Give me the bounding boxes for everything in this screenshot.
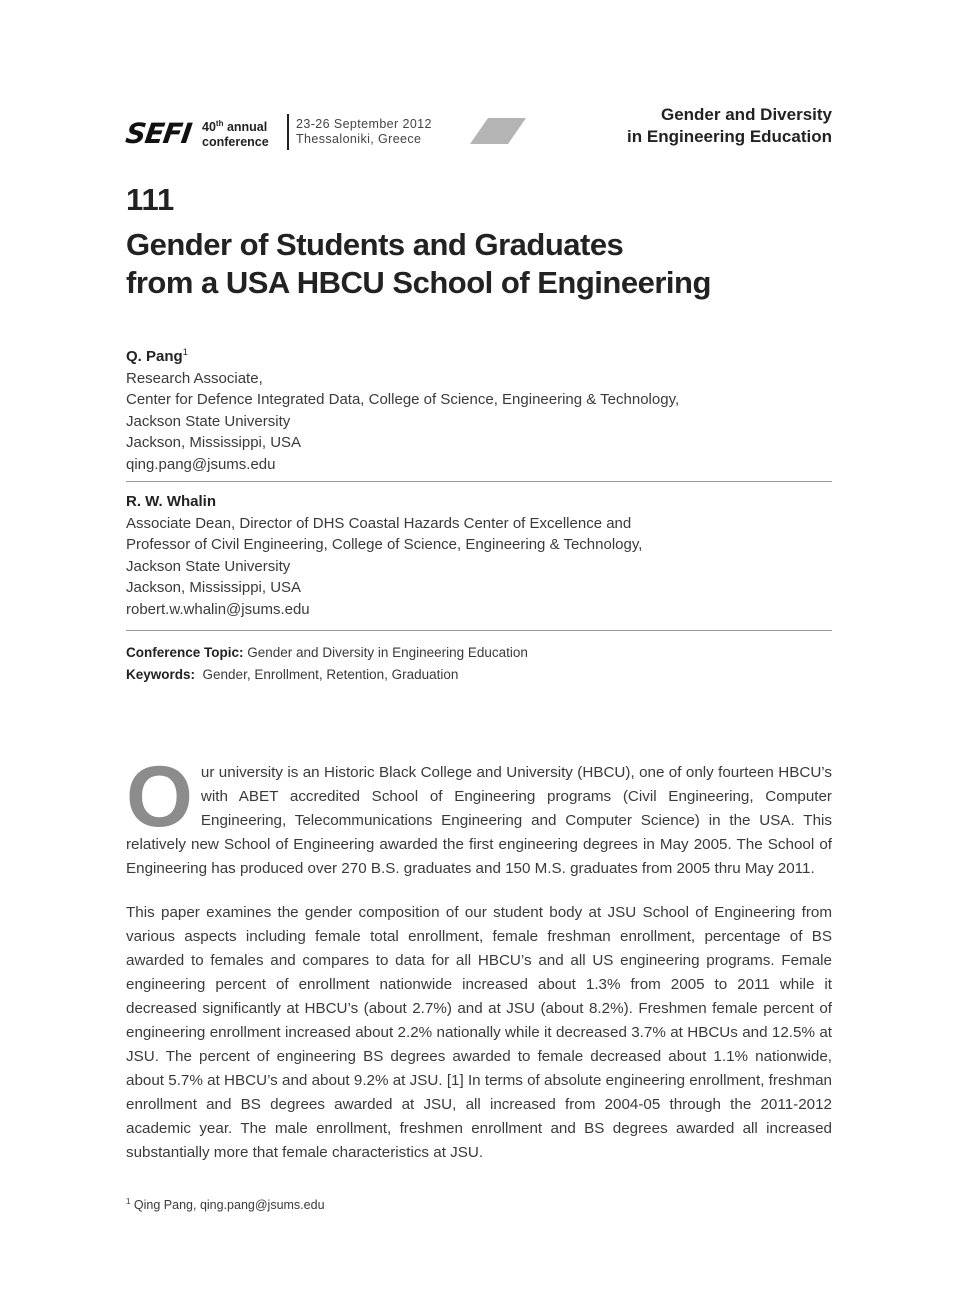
footnote-mark: 1: [126, 1197, 131, 1206]
author-name: [126, 342, 832, 368]
author-position: Associate Dean, Director of DHS Coastal Hazards Center of Excellence and: [126, 514, 632, 532]
conference-topic-value: Gender and Diversity in Engineering Education: [243, 645, 528, 660]
paragraph-1-text: ur university is an Historic Black College and University (HBCU), one of only fourteen HBCU’s with ABET accredited School of Engineering programs (Civil Engineering, Computer Engineering, Telecommunications Engineering and Computer Science) in the USA. This relatively new School of Engineering awarded the first engineering degrees in May 2005. The School of Engineering has produced over 270 B.S. graduates and 150 M.S. graduates from 2005 thru May 2011.: [126, 764, 832, 877]
keywords: [126, 664, 528, 686]
paper-title: [126, 226, 826, 302]
keywords-label: Keywords:: [126, 667, 196, 682]
author-name: R. W. Whalin: [126, 493, 216, 510]
divider-rule: [126, 481, 832, 482]
series-title: [627, 104, 832, 148]
author-email[interactable]: qing.pang@jsums.edu: [126, 455, 276, 473]
author-email[interactable]: robert.w.whalin@jsums.edu: [126, 600, 310, 618]
author-university: Jackson State University: [126, 412, 291, 430]
conference-edition: [202, 116, 269, 150]
conference-dates: 23-26 September 2012: [296, 117, 432, 131]
author-position: Research Associate,: [126, 369, 263, 387]
footnote-text: Qing Pang, qing.pang@jsums.edu: [130, 1198, 325, 1213]
conference-ordinal-number: 40: [202, 120, 216, 135]
author-block-1: [126, 342, 832, 475]
divider-rule: [126, 630, 832, 631]
conference-location: Thessaloniki, Greece: [296, 132, 422, 146]
author-name-text: Q. Pang: [126, 348, 183, 365]
conference-header: [123, 104, 832, 164]
header-divider: [287, 114, 289, 150]
paper-title-line1: Gender of Students and Graduates: [126, 227, 624, 262]
conference-topic-label: Conference Topic:: [126, 645, 244, 660]
series-title-line2: in Engineering Education: [627, 127, 832, 146]
conference-annual: annual: [223, 120, 268, 135]
series-title-line1: Gender and Diversity: [660, 105, 832, 124]
sefi-logo: [123, 116, 194, 150]
author-university: Jackson State University: [126, 557, 291, 575]
keywords-value: Gender, Enrollment, Retention, Graduation: [195, 667, 459, 682]
author-position-2: Professor of Civil Engineering, College of Science, Engineering & Technology,: [126, 536, 643, 553]
body-paragraph-2: This paper examines the gender composition of our student body at JSU School of Engineering from various aspects including female total enrollment, female freshman enrollment, percentage of BS awarded to females and compares to data for all HBCU’s and all US engineering programs. Female engineering percent of enrollment nationwide increased about 1.3% from 2005 to 2011 while it decreased significantly at HBCU’s (about 2.7%) and at JSU (about 8.2%). Freshmen female percent of engineering enrollment increased about 2.2% nationally while it decreased 3.7% at HBCUs and 12.5% at JSU. The percent of engineering BS degrees awarded to female decreased about 1.1% nationwide, about 5.7% at HBCU’s and about 9.2% at JSU. [1] In terms of absolute engineering enrollment, freshman enrollment and BS degrees awarded at JSU, all increased from 2004-05 through the 2011-2012 academic year. The male enrollment, freshmen enrollment and BS degrees awarded all increased substantially more that female characteristics at JSU.: [126, 904, 832, 1161]
paper-title-line2: from a USA HBCU School of Engineering: [126, 265, 711, 300]
footnote: [126, 1197, 325, 1212]
conference-dates-location: [296, 117, 432, 147]
conference-topic: [126, 642, 528, 664]
conference-edition-line1: [202, 116, 269, 135]
conference-ordinal-suffix: th: [215, 119, 224, 128]
sefi-logo-text: SEFI: [123, 116, 194, 150]
body-paragraph-1: [126, 749, 832, 881]
paper-number: 111: [126, 182, 175, 217]
author-department: Center for Defence Integrated Data, College of Science, Engineering & Technology,: [126, 391, 680, 408]
drop-cap: O: [126, 749, 193, 845]
author-location: Jackson, Mississippi, USA: [126, 579, 302, 596]
footnote-marker: 1: [182, 347, 188, 357]
author-block-2: [126, 491, 832, 620]
topic-keywords: [126, 642, 528, 686]
conference-word: conference: [202, 135, 269, 150]
author-location: Jackson, Mississippi, USA: [126, 434, 302, 451]
parallelogram-graphic: [470, 118, 526, 144]
